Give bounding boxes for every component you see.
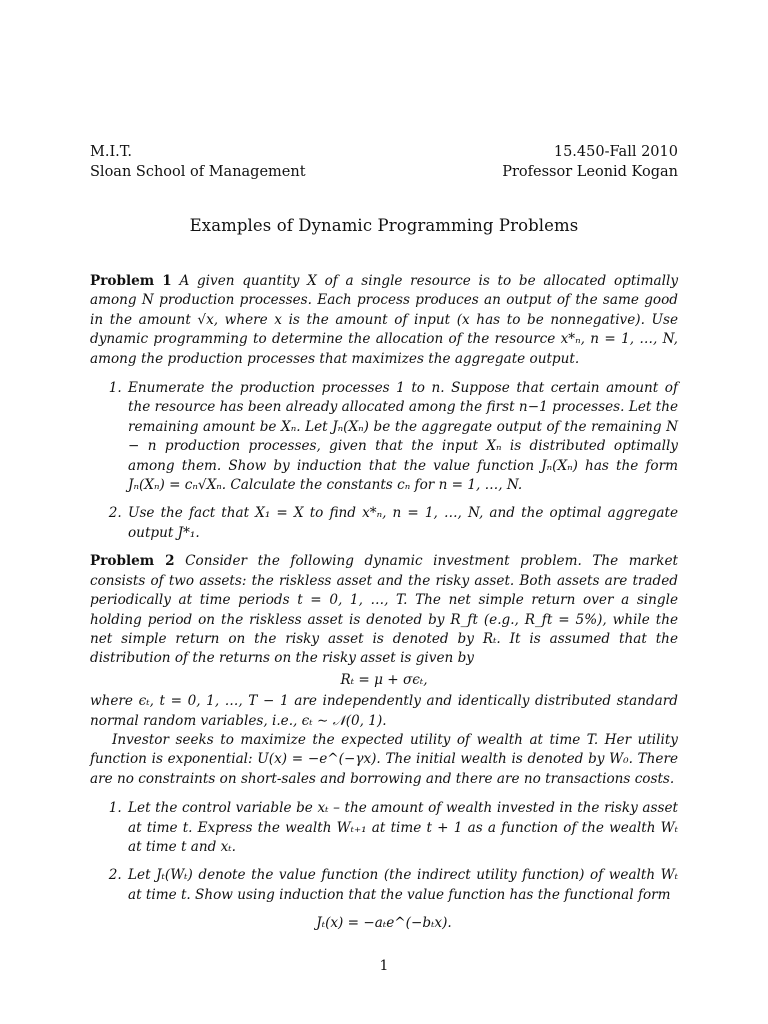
problem-1-item-1: 1. Enumerate the production processes 1 to n. Suppose that certain amount of the resource has been already allocated among the first n−1 processes. Let the remaining amount be Xₙ. Let Jₙ(Xₙ) be the aggregate output of the remaining N − n production processes, given that the input Xₙ is distributed optimally among them. Show by induction that the value function Jₙ(Xₙ) has the form Jₙ(Xₙ) = cₙ√Xₙ. Calculate the constants cₙ for n = 1, …, N. <box>126 379 678 495</box>
school: Sloan School of Management <box>90 164 306 180</box>
course: 15.450-Fall 2010 <box>553 144 678 160</box>
header-left <box>90 142 306 182</box>
problem-2-label: Problem 2 <box>90 553 175 570</box>
problem-2 <box>90 552 678 668</box>
header-right <box>502 142 678 182</box>
equation-value-function: Jₜ(x) = −aₜe^(−bₜx). <box>316 915 452 932</box>
equation-return: Rₜ = μ + σϵₜ, <box>340 671 428 688</box>
institution: M.I.T. <box>90 144 132 160</box>
problem-2-text-2: where ϵₜ, t = 0, 1, …, T − 1 are independently and identically distributed standard normal random variables, i.e., ϵₜ ∼ 𝒩(0, 1). <box>90 693 678 729</box>
problem-2-list <box>90 799 678 905</box>
problem-2-text: Consider the following dynamic investment problem. The market consists of two assets: the riskless asset and the risky asset. Both assets are traded periodically at time periods t = 0, 1, …, T. The net simple return over a single holding period on the riskless asset is denoted by R_ft (e.g., R_ft = 5%), while the net simple return on the risky asset is denoted by Rₜ. It is assumed that the distribution of the returns on the risky asset is given by <box>90 553 679 667</box>
page-number: 1 <box>379 958 389 974</box>
problem-1-text: A given quantity X of a single resource is to be allocated optimally among N production processes. Each process produces an output of the same good in the amount √x, where x is the amount of input (x has to be nonnegative). Use dynamic programming to determine the allocation of the resource x*ₙ, n = 1, …, N, among the production processes that maximizes the aggregate output. <box>90 273 679 367</box>
problem-1-list <box>90 379 678 543</box>
problem-1-item-2: 2. Use the fact that X₁ = X to find x*ₙ, n = 1, …, N, and the optimal aggregate output J*₁. <box>126 504 678 543</box>
document-body <box>90 272 678 936</box>
problem-1-label: Problem 1 <box>90 273 172 289</box>
page-title: Examples of Dynamic Programming Problems <box>189 216 579 235</box>
problem-2-item-1: 1. Let the control variable be xₜ – the amount of wealth invested in the risky asset at time t. Express the wealth Wₜ₊₁ at time t + 1 as a function of the wealth Wₜ at time t and xₜ. <box>126 799 678 857</box>
problem-2-item-2: 2. Let Jₜ(Wₜ) denote the value function (the indirect utility function) of wealth Wₜ at time t. Show using induction that the value function has the functional form <box>126 866 678 905</box>
professor: Professor Leonid Kogan <box>502 164 678 180</box>
problem-2-text-3: Investor seeks to maximize the expected utility of wealth at time T. Her utility function is exponential: U(x) = −e^(−γx). The initial wealth is denoted by W₀. There are no constraints on short-sales and borrowing and there are no transactions costs. <box>90 731 678 787</box>
problem-1 <box>90 272 678 369</box>
